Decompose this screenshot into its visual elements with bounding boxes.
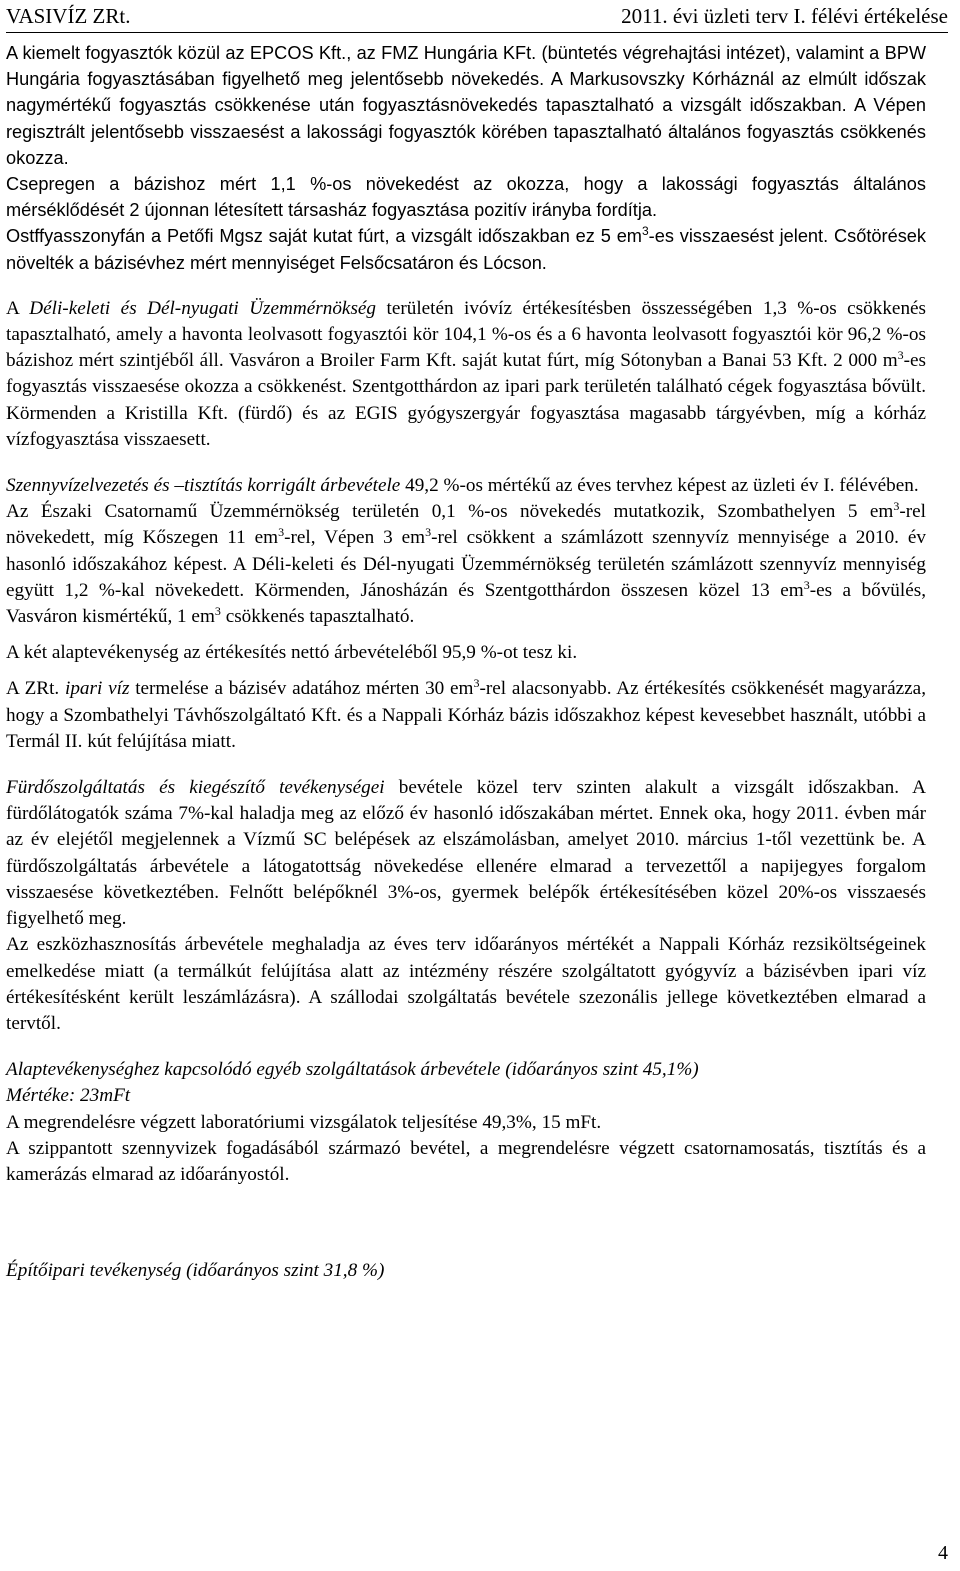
paragraph-key-consumers: A kiemelt fogyasztók közül az EPCOS Kft., az FMZ Hungária KFt. (büntetés végrehajtási intézet), valamint a BPW Hungária fogyasztásában figyelhető meg jelentősebb növekedés. A Markusovszky Kórháznál az elmúlt időszak nagymértékű fogyasztás csökkenése után fogyasztásnövekedés tapasztalható a vizsgált időszakban. A Vépen regisztrált jelentősebb visszaesést a lakossági fogyasztók körében tapasztalható általános fogyasztás csökkenés okozza.	[6, 43, 926, 168]
paragraph-wastewater-heading: Szennyvízelvezetés és –tisztítás korrigált árbevétele 49,2 %-os mértékű az éves tervhez képest az üzleti év I. félévében.	[6, 475, 919, 497]
paragraph-industrial-water: A ZRt. ipari víz termelése a bázisév adatához mérten 30 $em^3$-rel alacsonyabb. Az értékesítés csökkenését magyarázza, hogy a Szombathelyi Távhőszolgáltató Kft. és a Nappali Kórház bázis időszakhoz képest kevesebbet használt, utóbbi a Termál II. kút felújítása miatt.	[6, 676, 926, 752]
paragraph-two-core-activities: A két alaptevékenység az értékesítés nettó árbevételéből 95,9 %-ot tesz ki.	[6, 642, 578, 664]
document-body	[6, 40, 926, 1284]
paragraph-bath-services: Fürdőszolgáltatás és kiegészítő tevékenységei bevétele közel terv szinten alakult a vizsgált időszakban. A fürdőlátogatók száma 7%-kal haladja meg az előző év hasonló időszakában mértet. Ennek oka, hogy 2011. évben már az év elejétől megjelennek a Vízmű SC belépések az elszámolásban, amelyet 2010. március 1-től vezettünk be. A fürdőszolgáltatás árbevétele a látogatottság növekedése ellenére elmarad a tervezettől a napijegyes forgalom visszaesése következtében. Felnőtt belépőknél 3%-os, gyermek belépők értékesítésében közel 20%-os visszaesés figyelhető meg.	[6, 777, 927, 930]
paragraph-septage: A szippantott szennyvizek fogadásából származó bevétel, a megrendelésre végzett csatornamosatás, tisztítás és a kamerázás elmarad az időarányostól.	[6, 1137, 926, 1185]
paragraph-construction-heading: Építőipari tevékenység (időarányos szint 31,8 %)	[6, 1260, 385, 1282]
document-title: 2011. évi üzleti terv I. félévi értékelése	[621, 4, 948, 28]
company-name: VASIVÍZ ZRt.	[6, 4, 131, 28]
paragraph-ostffyasszonyfa: Ostffyasszonyfán a Petőfi Mgsz saját kutat fúrt, a vizsgált időszakban ez 5 $em^3-es$ visszaesést jelent. Csőtörések növelték a bázisévhez mért mennyiséget Felsőcsatáron és Lócson.	[6, 224, 927, 273]
paragraph-north-sewage: Az Északi Csatornamű Üzemmérnökség területén 0,1 %-os növekedés mutatkozik, Szombathelyen 5 $em^3$-rel növekedett, míg Kőszegen 11 $em^3$-rel, Vépen 3 $em^3$-rel csökkent a számlázott szennyvíz mennyisége a 2010. év hasonló időszakához képest. A Déli-keleti és Dél-nyugati Üzemmérnökség területén számlázott szennyvíz mennyiség együtt 1,2 %-kal növekedett. Körmenden, Jánosházán és Szentgotthárdon összesen közel 13 $em^3-es$ a bővülés, Vasváron kismértékű, 1 $em^3$ csökkenés tapasztalható.	[6, 499, 926, 628]
paragraph-asset-utilization: Az eszközhasznosítás árbevétele meghaladja az éves terv időarányos mértékét a Nappali Kórház rezsiköltségeinek emelkedése miatt (a termálkút felújítása alatt az intézmény részére szolgáltatott gyógyvíz a bázisévben ipari víz értékesítésként került leszámlázásra). A szállodai szolgáltatás bevétele szezonális jellege következtében elmarad a tervtől.	[6, 934, 926, 1034]
paragraph-amount: Mértéke: 23mFt	[6, 1085, 131, 1107]
page-header	[6, 4, 948, 33]
paragraph-csepreg: Csepregen a bázishoz mért 1,1 %-os növekedést az okozza, hogy a lakossági fogyasztás általános mérséklődését 2 újonnan létesített társasház fogyasztása pozitív irányba fordítja.	[6, 174, 926, 221]
page-number: 4	[938, 1542, 948, 1564]
paragraph-laboratory: A megrendelésre végzett laboratóriumi vizsgálatok teljesítése 49,3%, 15 mFt.	[6, 1111, 602, 1133]
paragraph-south-units: A Déli-keleti és Dél-nyugati Üzemmérnökség területén ivóvíz értékesítésben összességében 1,3 %-os csökkenés tapasztalható, amely a havonta leolvasott fogyasztói kör 104,1 %-os és a 6 havonta leolvasott fogyasztói kör 96,2 %-os bázishoz mért szintjéből áll. Vasváron a Broiler Farm Kft. saját kutat fúrt, míg Sótonyban a Banai 53 Kft. 2 000 $m^3-es$ fogyasztás visszaesése okozza a csökkenést. Szentgotthárdon az ipari park területén található cégek fogyasztása bővült. Körmenden a Kristilla Kft. (fürdő) és az EGIS gyógyszergyár fogyasztása magasabb tárgyévben, míg a kórház vízfogyasztása visszaesett.	[6, 297, 927, 450]
paragraph-other-services-heading: Alaptevékenységhez kapcsolódó egyéb szolgáltatások árbevétele (időarányos szint 45,1%)	[6, 1059, 699, 1081]
